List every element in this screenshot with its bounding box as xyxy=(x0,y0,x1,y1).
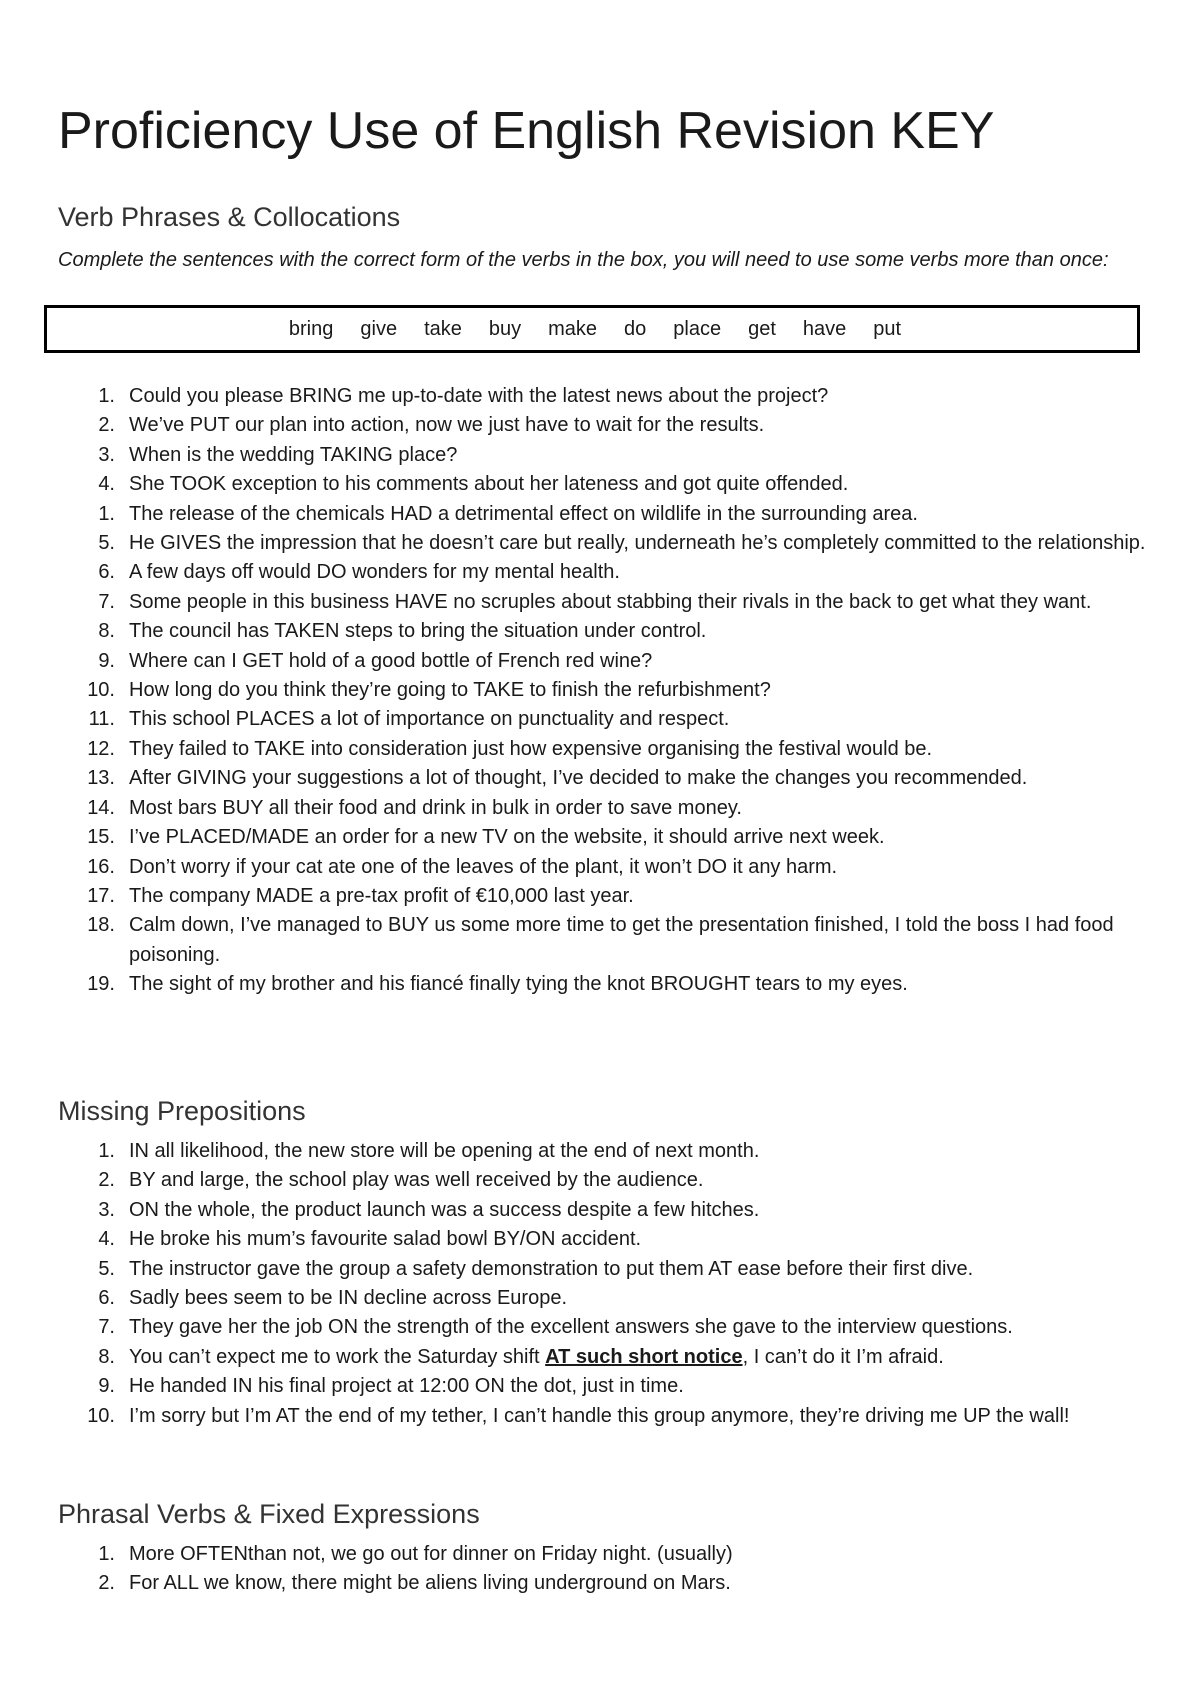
verb-word: place xyxy=(673,318,722,340)
verb-word: bring xyxy=(288,318,334,340)
list-item: 2. We’ve PUT our plan into action, now we just have to wait for the results. xyxy=(98,414,765,437)
verb-list xyxy=(289,316,901,342)
list-item: 1. More OFTENthan not, we go out for dinner on Friday night. (usually) xyxy=(98,1543,733,1565)
list-item: 8. The council has TAKEN steps to bring the situation under control. xyxy=(98,620,707,643)
list-item: 17. The company MADE a pre-tax profit of €10,000 last year. xyxy=(87,884,634,907)
verb-word: get xyxy=(748,318,776,340)
list-item: 1. The release of the chemicals HAD a detrimental effect on wildlife in the surrounding area. xyxy=(98,502,918,525)
list-item: 10. I’m sorry but I’m AT the end of my tether, I can’t handle this group anymore, they’re driving me UP the wall! xyxy=(87,1404,1070,1427)
verb-phrases-answer-list xyxy=(58,382,1148,1000)
list-item: 18. Calm down, I’ve managed to BUY us some more time to get the presentation finished, I told the boss I had food poisoning. xyxy=(87,914,1114,966)
exercise-instructions: Complete the sentences with the correct form of the verbs in the box, you will need to use some verbs more than once: xyxy=(58,249,1109,271)
list-item: 3. When is the wedding TAKING place? xyxy=(98,443,458,466)
verb-word: put xyxy=(873,318,902,340)
verb-word: give xyxy=(360,318,398,340)
list-item: 2. For ALL we know, there might be aliens living underground on Mars. xyxy=(98,1572,731,1595)
verb-word: take xyxy=(424,318,462,340)
emphasized-answer: AT such short notice xyxy=(545,1345,743,1368)
missing-prepositions-answer-list xyxy=(58,1137,1148,1431)
list-item: 14. Most bars BUY all their food and drink in bulk in order to save money. xyxy=(87,796,742,819)
list-item: 1. IN all likelihood, the new store will be opening at the end of next month. xyxy=(98,1140,760,1162)
list-item: 9. He handed IN his final project at 12:00 ON the dot, just in time. xyxy=(98,1375,684,1398)
list-item: 8. You can’t expect me to work the Saturday shift AT such short notice, I can’t do it I’m afraid. xyxy=(98,1345,944,1368)
list-item: 7. Some people in this business HAVE no scruples about stabbing their rivals in the back to get what they want. xyxy=(98,590,1092,613)
verb-word: have xyxy=(802,318,847,340)
list-item: 10. How long do you think they’re going to TAKE to finish the refurbishment? xyxy=(87,679,771,702)
list-item: 12. They failed to TAKE into consideration just how expensive organising the festival would be. xyxy=(87,737,933,760)
section-heading-phrasal-verbs: Phrasal Verbs & Fixed Expressions xyxy=(58,1499,480,1529)
section-heading-verb-phrases: Verb Phrases & Collocations xyxy=(58,202,401,232)
list-item: 1. Could you please BRING me up-to-date with the latest news about the project? xyxy=(98,385,829,407)
list-item: 11. This school PLACES a lot of importance on punctuality and respect. xyxy=(88,708,730,731)
list-item: 6. A few days off would DO wonders for my mental health. xyxy=(98,561,620,584)
list-item: 6. Sadly bees seem to be IN decline across Europe. xyxy=(98,1287,568,1310)
list-item: 7. They gave her the job ON the strength of the excellent answers she gave to the interview questions. xyxy=(98,1316,1013,1339)
list-item: 5. The instructor gave the group a safety demonstration to put them AT ease before their first dive. xyxy=(98,1257,974,1280)
list-item: 19. The sight of my brother and his fiancé finally tying the knot BROUGHT tears to my eyes. xyxy=(87,973,908,996)
phrasal-verbs-answer-list xyxy=(58,1540,1148,1599)
verb-word: do xyxy=(624,318,647,340)
list-item: 15. I’ve PLACED/MADE an order for a new TV on the website, it should arrive next week. xyxy=(87,826,885,849)
list-item: 2. BY and large, the school play was well received by the audience. xyxy=(98,1169,704,1192)
list-item: 13. After GIVING your suggestions a lot of thought, I’ve decided to make the changes you recommended. xyxy=(87,767,1028,790)
list-item: 16. Don’t worry if your cat ate one of the leaves of the plant, it won’t DO it any harm. xyxy=(87,855,838,878)
section-heading-missing-prepositions: Missing Prepositions xyxy=(58,1096,306,1126)
list-item: 4. She TOOK exception to his comments about her lateness and got quite offended. xyxy=(98,473,849,496)
verb-word: make xyxy=(548,318,598,340)
list-item: 5. He GIVES the impression that he doesn’t care but really, underneath he’s completely committed to the relationship. xyxy=(98,532,1146,555)
document-title: Proficiency Use of English Revision KEY xyxy=(58,102,995,160)
list-item: 3. ON the whole, the product launch was a success despite a few hitches. xyxy=(98,1198,760,1221)
verb-box xyxy=(44,305,1140,353)
verb-word: buy xyxy=(488,318,522,340)
list-item: 4. He broke his mum’s favourite salad bowl BY/ON accident. xyxy=(98,1228,642,1251)
list-item: 9. Where can I GET hold of a good bottle of French red wine? xyxy=(98,649,653,672)
